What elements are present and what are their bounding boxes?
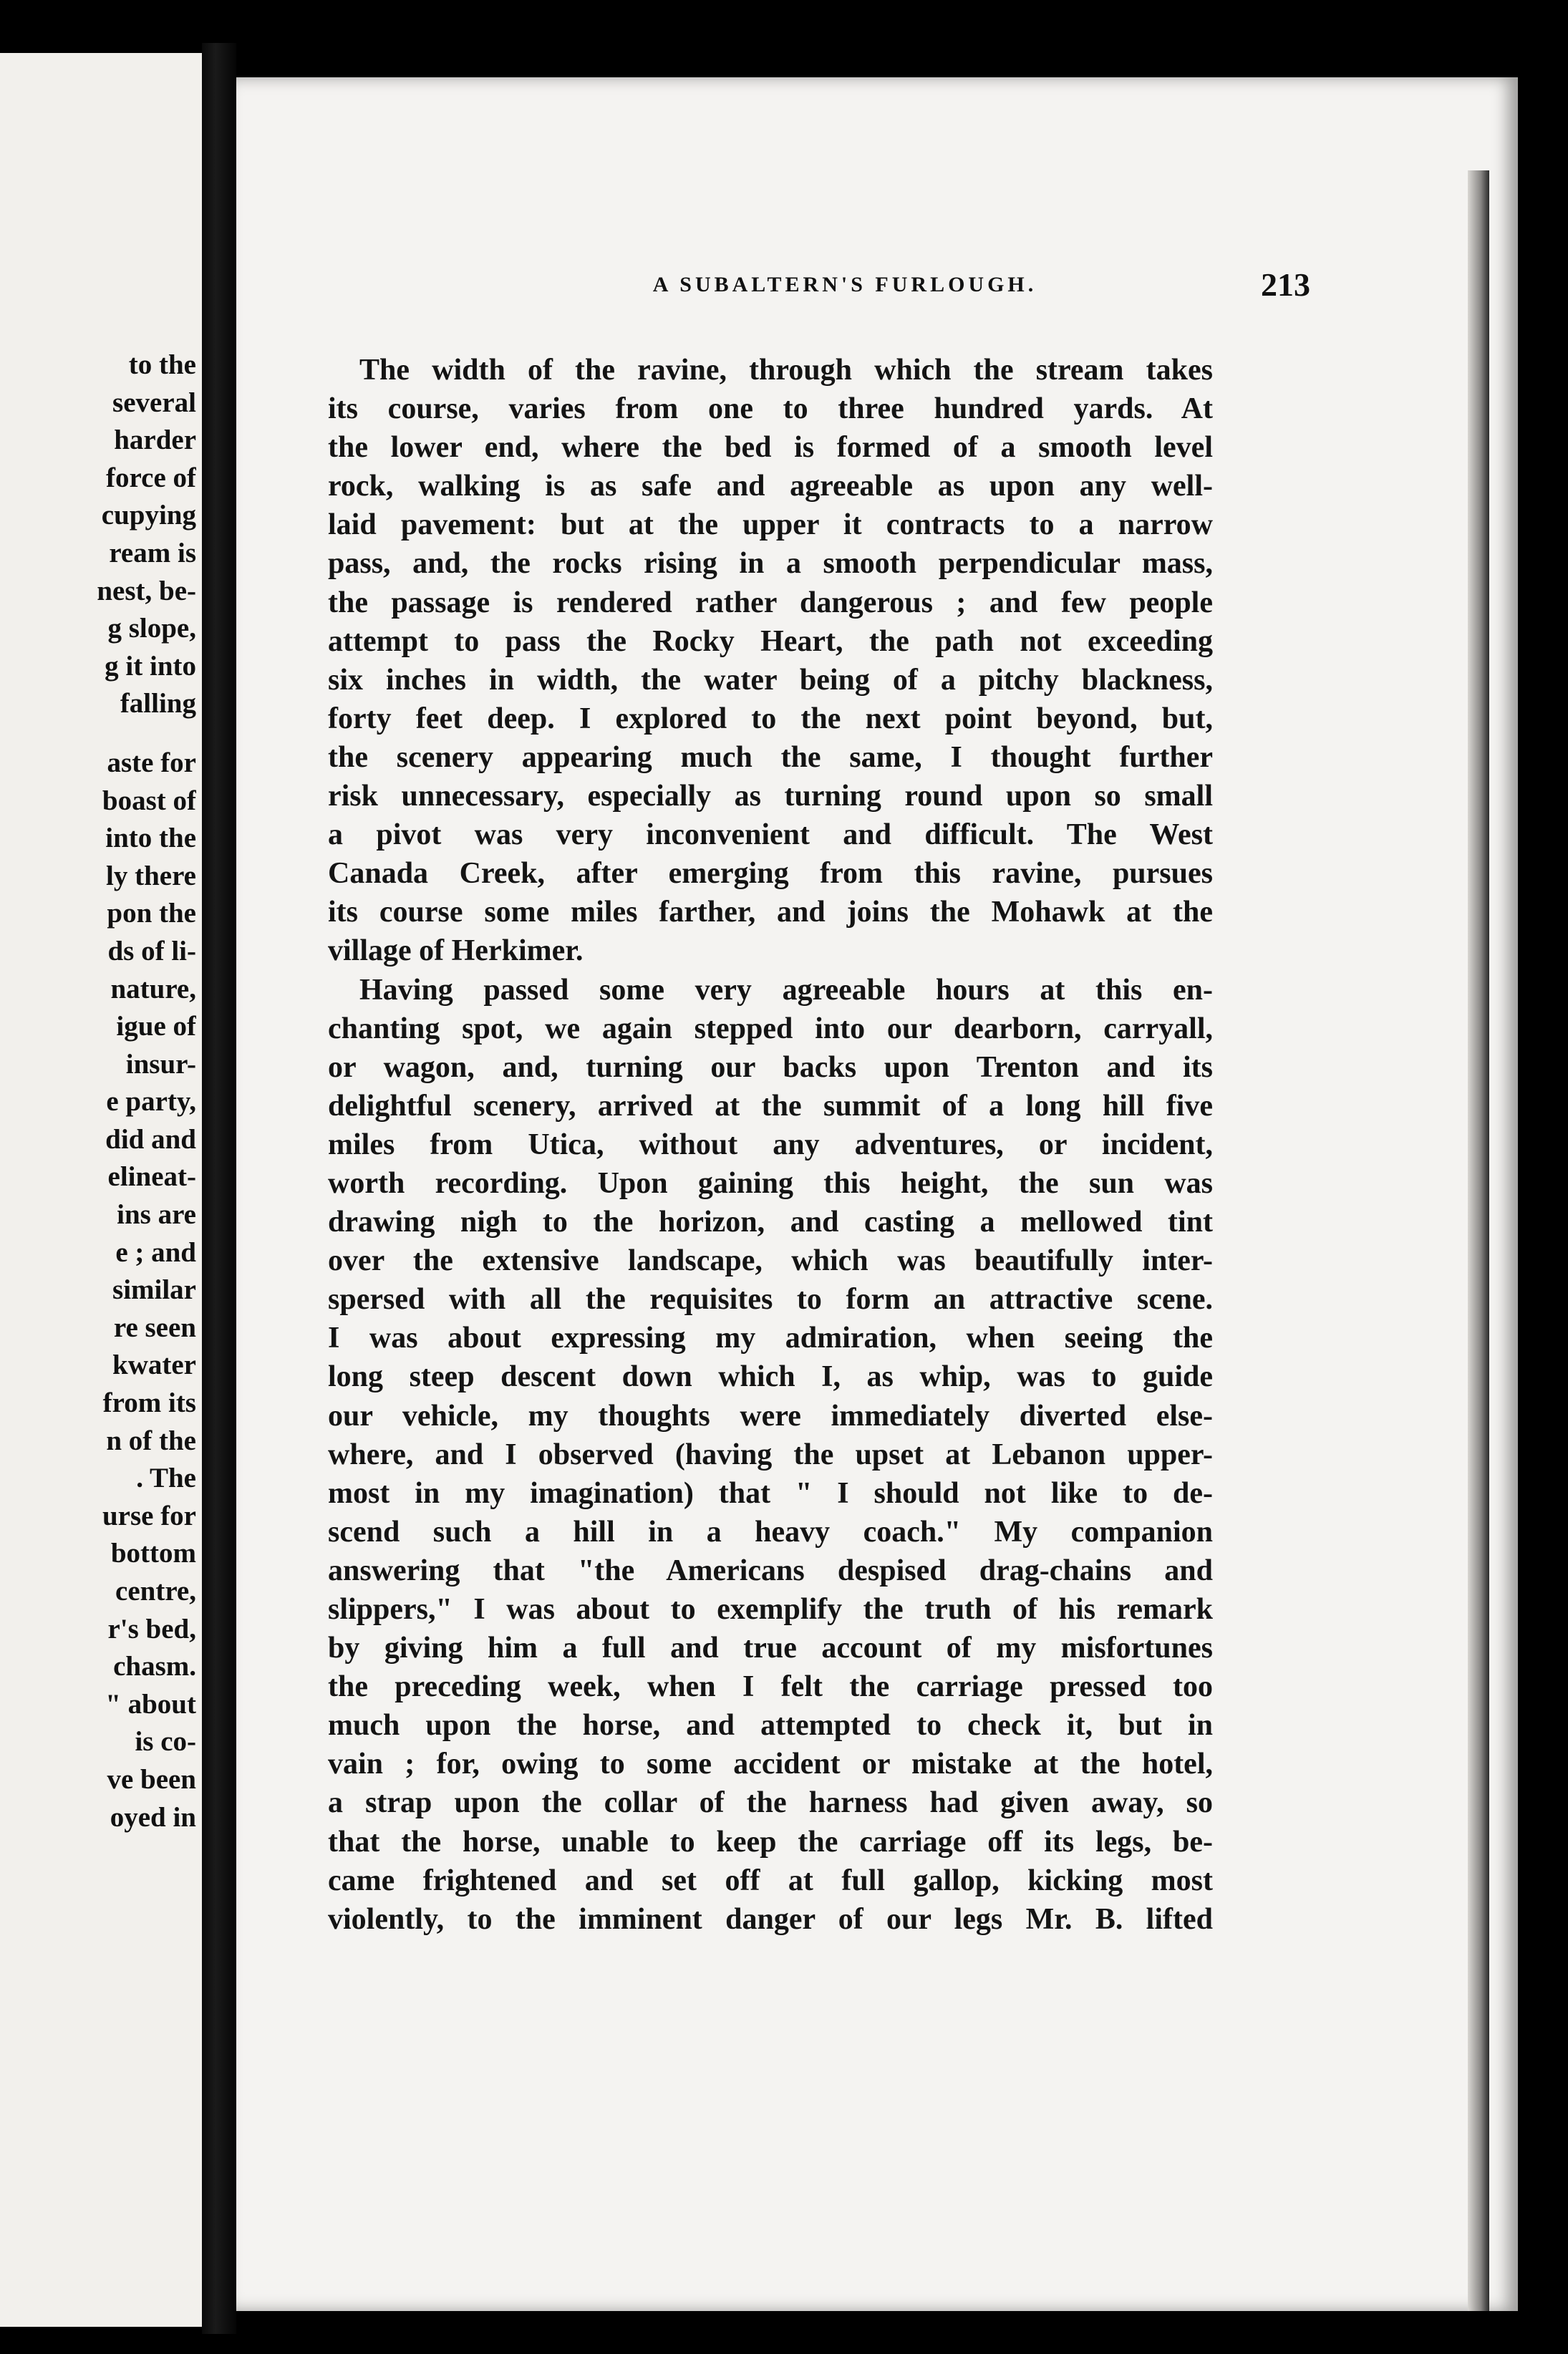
text-line: The width of the ravine, through which the stream takes <box>359 354 1213 387</box>
text-line: that the horse, unable to keep the carriage off its legs, be- <box>328 1825 1213 1859</box>
text-line: over the extensive landscape, which was beautifully inter- <box>328 1244 1213 1278</box>
text-line: attempt to pass the Rocky Heart, the path not exceeding <box>328 624 1213 658</box>
text-line: our vehicle, my thoughts were immediately diverted else- <box>328 1399 1213 1433</box>
facing-line: e ; and <box>115 1236 196 1268</box>
facing-line: boast of <box>102 785 196 816</box>
facing-page-fragment <box>0 53 202 2327</box>
text-line: its course some miles farther, and joins the Mohawk at the <box>328 896 1213 929</box>
facing-line: ve been <box>107 1763 196 1795</box>
running-title: A SUBALTERN'S FURLOUGH. <box>652 273 1037 296</box>
facing-line: elineat- <box>107 1161 196 1193</box>
page-edge-shadow <box>1468 170 1489 2311</box>
text-line: answering that "the Americans despised drag-chains and <box>328 1554 1213 1587</box>
text-line: spersed with all the requisites to form an attractive scene. <box>328 1283 1213 1317</box>
facing-line: is co- <box>135 1726 196 1758</box>
facing-line: nest, be- <box>97 575 196 606</box>
facing-line: bottom <box>110 1538 196 1569</box>
text-line: rock, walking is as safe and agreeable as upon any well- <box>328 470 1213 503</box>
facing-line: ly there <box>106 860 196 891</box>
facing-line: g it into <box>105 650 196 682</box>
facing-line: " about <box>105 1688 196 1720</box>
page-number: 213 <box>1261 266 1310 303</box>
facing-line: nature, <box>110 973 196 1004</box>
text-line: delightful scenery, arrived at the summit of a long hill five <box>328 1089 1213 1123</box>
text-line: most in my imagination) that " I should not like to de- <box>328 1476 1213 1510</box>
facing-line: oyed in <box>110 1801 196 1833</box>
facing-line: ins are <box>117 1199 196 1231</box>
text-line: village of Herkimer. <box>328 934 584 968</box>
facing-line: insur- <box>125 1048 196 1080</box>
text-line: worth recording. Upon gaining this height, the sun was <box>328 1166 1213 1200</box>
facing-line: e party, <box>106 1086 196 1118</box>
facing-line: . The <box>136 1463 196 1494</box>
facing-line: to the <box>128 349 196 380</box>
facing-line: pon the <box>107 898 196 929</box>
facing-line: from its <box>102 1387 196 1419</box>
facing-line: igue of <box>116 1011 196 1042</box>
text-line: by giving him a full and true account of my misfortunes <box>328 1632 1213 1665</box>
text-line: its course, varies from one to three hundred yards. At <box>328 392 1213 426</box>
facing-line: falling <box>120 688 196 720</box>
facing-line: harder <box>114 425 196 456</box>
text-line: laid pavement: but at the upper it contracts to a narrow <box>328 508 1213 542</box>
facing-line: into the <box>105 823 196 854</box>
facing-page-text <box>0 347 196 1836</box>
facing-line: urse for <box>102 1500 196 1531</box>
text-line: forty feet deep. I explored to the next point beyond, but, <box>328 702 1213 735</box>
text-line: a pivot was very inconvenient and difficult. The West <box>328 818 1213 852</box>
text-line: the lower end, where the bed is formed of a smooth level <box>328 431 1213 465</box>
facing-line: kwater <box>112 1350 196 1381</box>
text-line: the preceding week, when I felt the carriage pressed too <box>328 1670 1213 1704</box>
text-line: scend such a hill in a heavy coach." My companion <box>328 1515 1213 1549</box>
book-gutter <box>202 43 236 2334</box>
facing-line: n of the <box>106 1425 196 1456</box>
text-line: much upon the horse, and attempted to check it, but in <box>328 1709 1213 1743</box>
text-line: I was about expressing my admiration, when seeing the <box>328 1322 1213 1355</box>
text-line: long steep descent down which I, as whip, was to guide <box>328 1360 1213 1394</box>
facing-line: force of <box>106 462 196 493</box>
text-line: violently, to the imminent danger of our legs Mr. B. lifted <box>328 1902 1213 1936</box>
text-line: Canada Creek, after emerging from this ravine, pursues <box>328 857 1213 891</box>
facing-line: did and <box>105 1123 196 1155</box>
text-line: or wagon, and, turning our backs upon Trenton and its <box>328 1050 1213 1084</box>
facing-line: several <box>112 387 196 418</box>
facing-line: re seen <box>113 1312 196 1343</box>
text-line: where, and I observed (having the upset at Lebanon upper- <box>328 1438 1213 1471</box>
facing-line: ds of li- <box>107 935 196 967</box>
facing-line: chasm. <box>113 1651 196 1682</box>
text-line: a strap upon the collar of the harness had given away, so <box>328 1786 1213 1820</box>
text-line: six inches in width, the water being of a pitchy blackness, <box>328 663 1213 697</box>
facing-line: ream is <box>109 537 196 568</box>
text-line: the scenery appearing much the same, I thought further <box>328 740 1213 774</box>
text-line: slippers," I was about to exemplify the truth of his remark <box>328 1593 1213 1626</box>
body-text <box>328 351 1213 1939</box>
facing-line: g slope, <box>107 613 196 644</box>
facing-line: r's bed, <box>107 1613 196 1645</box>
text-line: chanting spot, we again stepped into our dearborn, carryall, <box>328 1012 1213 1045</box>
text-line: came frightened and set off at full gallop, kicking most <box>328 1864 1213 1897</box>
text-line: risk unnecessary, especially as turning round upon so small <box>328 780 1213 813</box>
facing-line: cupying <box>101 500 196 531</box>
running-head <box>501 267 1310 310</box>
book-page <box>236 77 1518 2311</box>
text-line: miles from Utica, without any adventures, or incident, <box>328 1128 1213 1161</box>
text-line: drawing nigh to the horizon, and casting a mellowed tint <box>328 1206 1213 1239</box>
facing-line: aste for <box>107 747 196 778</box>
facing-line: centre, <box>115 1576 196 1607</box>
text-line: Having passed some very agreeable hours at this en- <box>359 973 1213 1007</box>
text-line: vain ; for, owing to some accident or mistake at the hotel, <box>328 1748 1213 1781</box>
facing-line: similar <box>112 1274 196 1306</box>
text-line: pass, and, the rocks rising in a smooth perpendicular mass, <box>328 547 1213 581</box>
text-line: the passage is rendered rather dangerous ; and few people <box>328 586 1213 619</box>
